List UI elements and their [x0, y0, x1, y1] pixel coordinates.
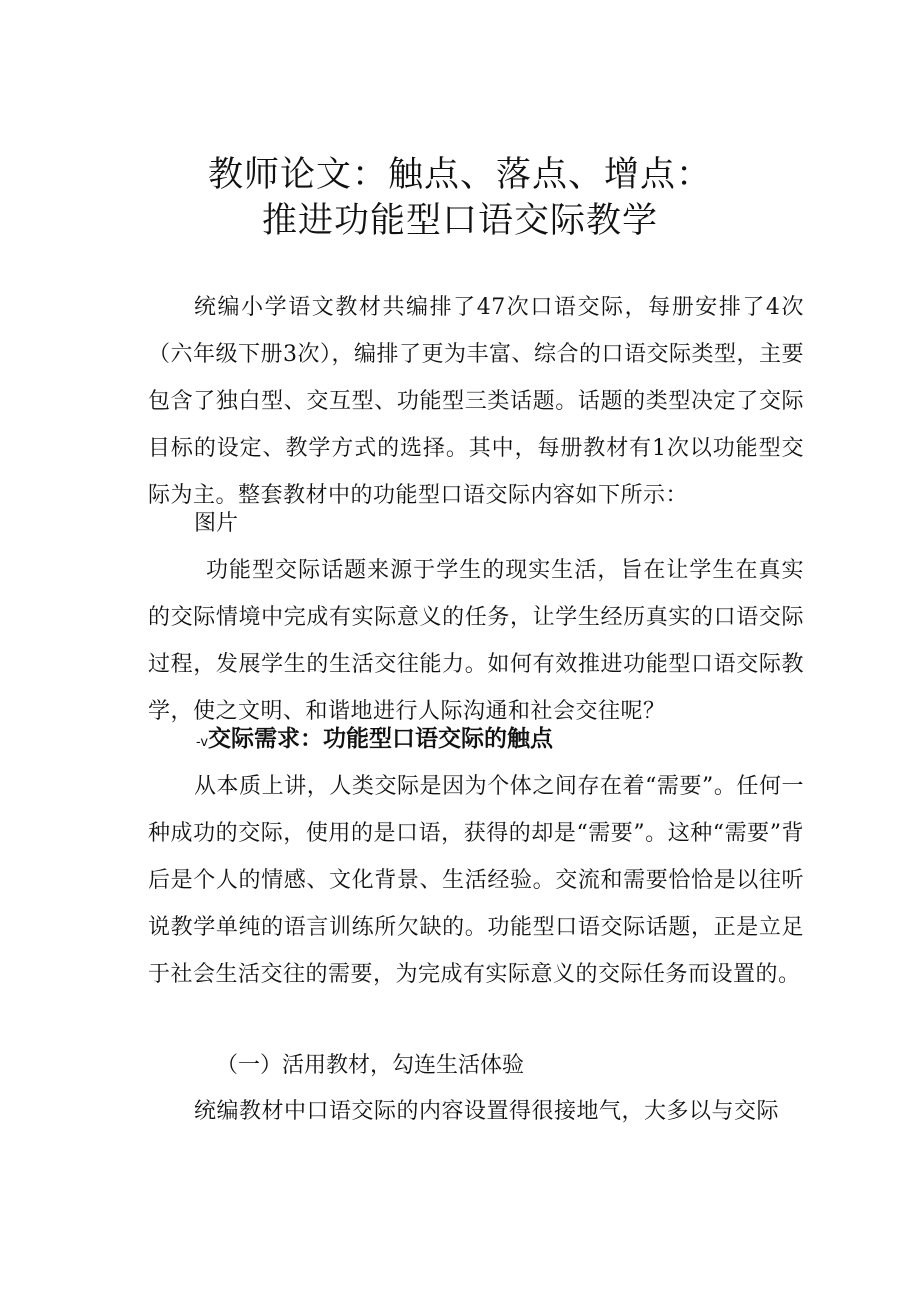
- paragraph: 功能型交际话题来源于学生的现实生活，旨在让学生在真实的交际情境中完成有实际意义的任务，让学生经历真实的口语交际过程，发展学生的生活交往能力。如何有效推进功能型口语交际教学，使之文明、和谐地进行人际沟通和社会交往呢？: [148, 558, 804, 724]
- paragraph-block: [148, 1088, 804, 1135]
- paragraph: 统编教材中口语交际的内容设置得很接地气，大多以与交际: [194, 1099, 780, 1124]
- title-line-2: 推进功能型口语交际教学: [261, 201, 658, 241]
- section-heading-prefix: -v: [196, 735, 209, 750]
- section-heading: [196, 716, 553, 766]
- paragraph: 从本质上讲，人类交际是因为个体之间存在着“需要”。任何一种成功的交际，使用的是口语，获得的却是“需要”。这种“需要”背后是个人的情感、文化背景、生活经验。交流和需要恰恰是以往听说教学单纯的语言训练所欠缺的。功能型口语交际话题，正是立足于社会生活交往的需要，为完成有实际意义的交际任务而设置的。: [148, 774, 804, 987]
- title-line-1: 教师论文：触点、落点、增点：: [207, 155, 712, 195]
- section-heading-text: 交际需求：功能型口语交际的触点: [208, 726, 554, 752]
- subsection-heading: （一）活用教材，勾连生活体验: [216, 1053, 525, 1078]
- paragraph: 统编小学语文教材共编排了47次口语交际，每册安排了4次（六年级下册3次），编排了更为丰富、综合的口语交际类型，主要包含了独白型、交互型、功能型三类话题。话题的类型决定了交际目标的设定、教学方式的选择。其中，每册教材有1次以功能型交际为主。整套教材中的功能型口语交际内容如下所示：: [148, 295, 804, 508]
- intro-paragraph-block: [148, 284, 804, 519]
- paragraph-block: [148, 763, 804, 998]
- figure-placeholder: 图片: [194, 511, 239, 536]
- paragraph-block: [148, 547, 804, 735]
